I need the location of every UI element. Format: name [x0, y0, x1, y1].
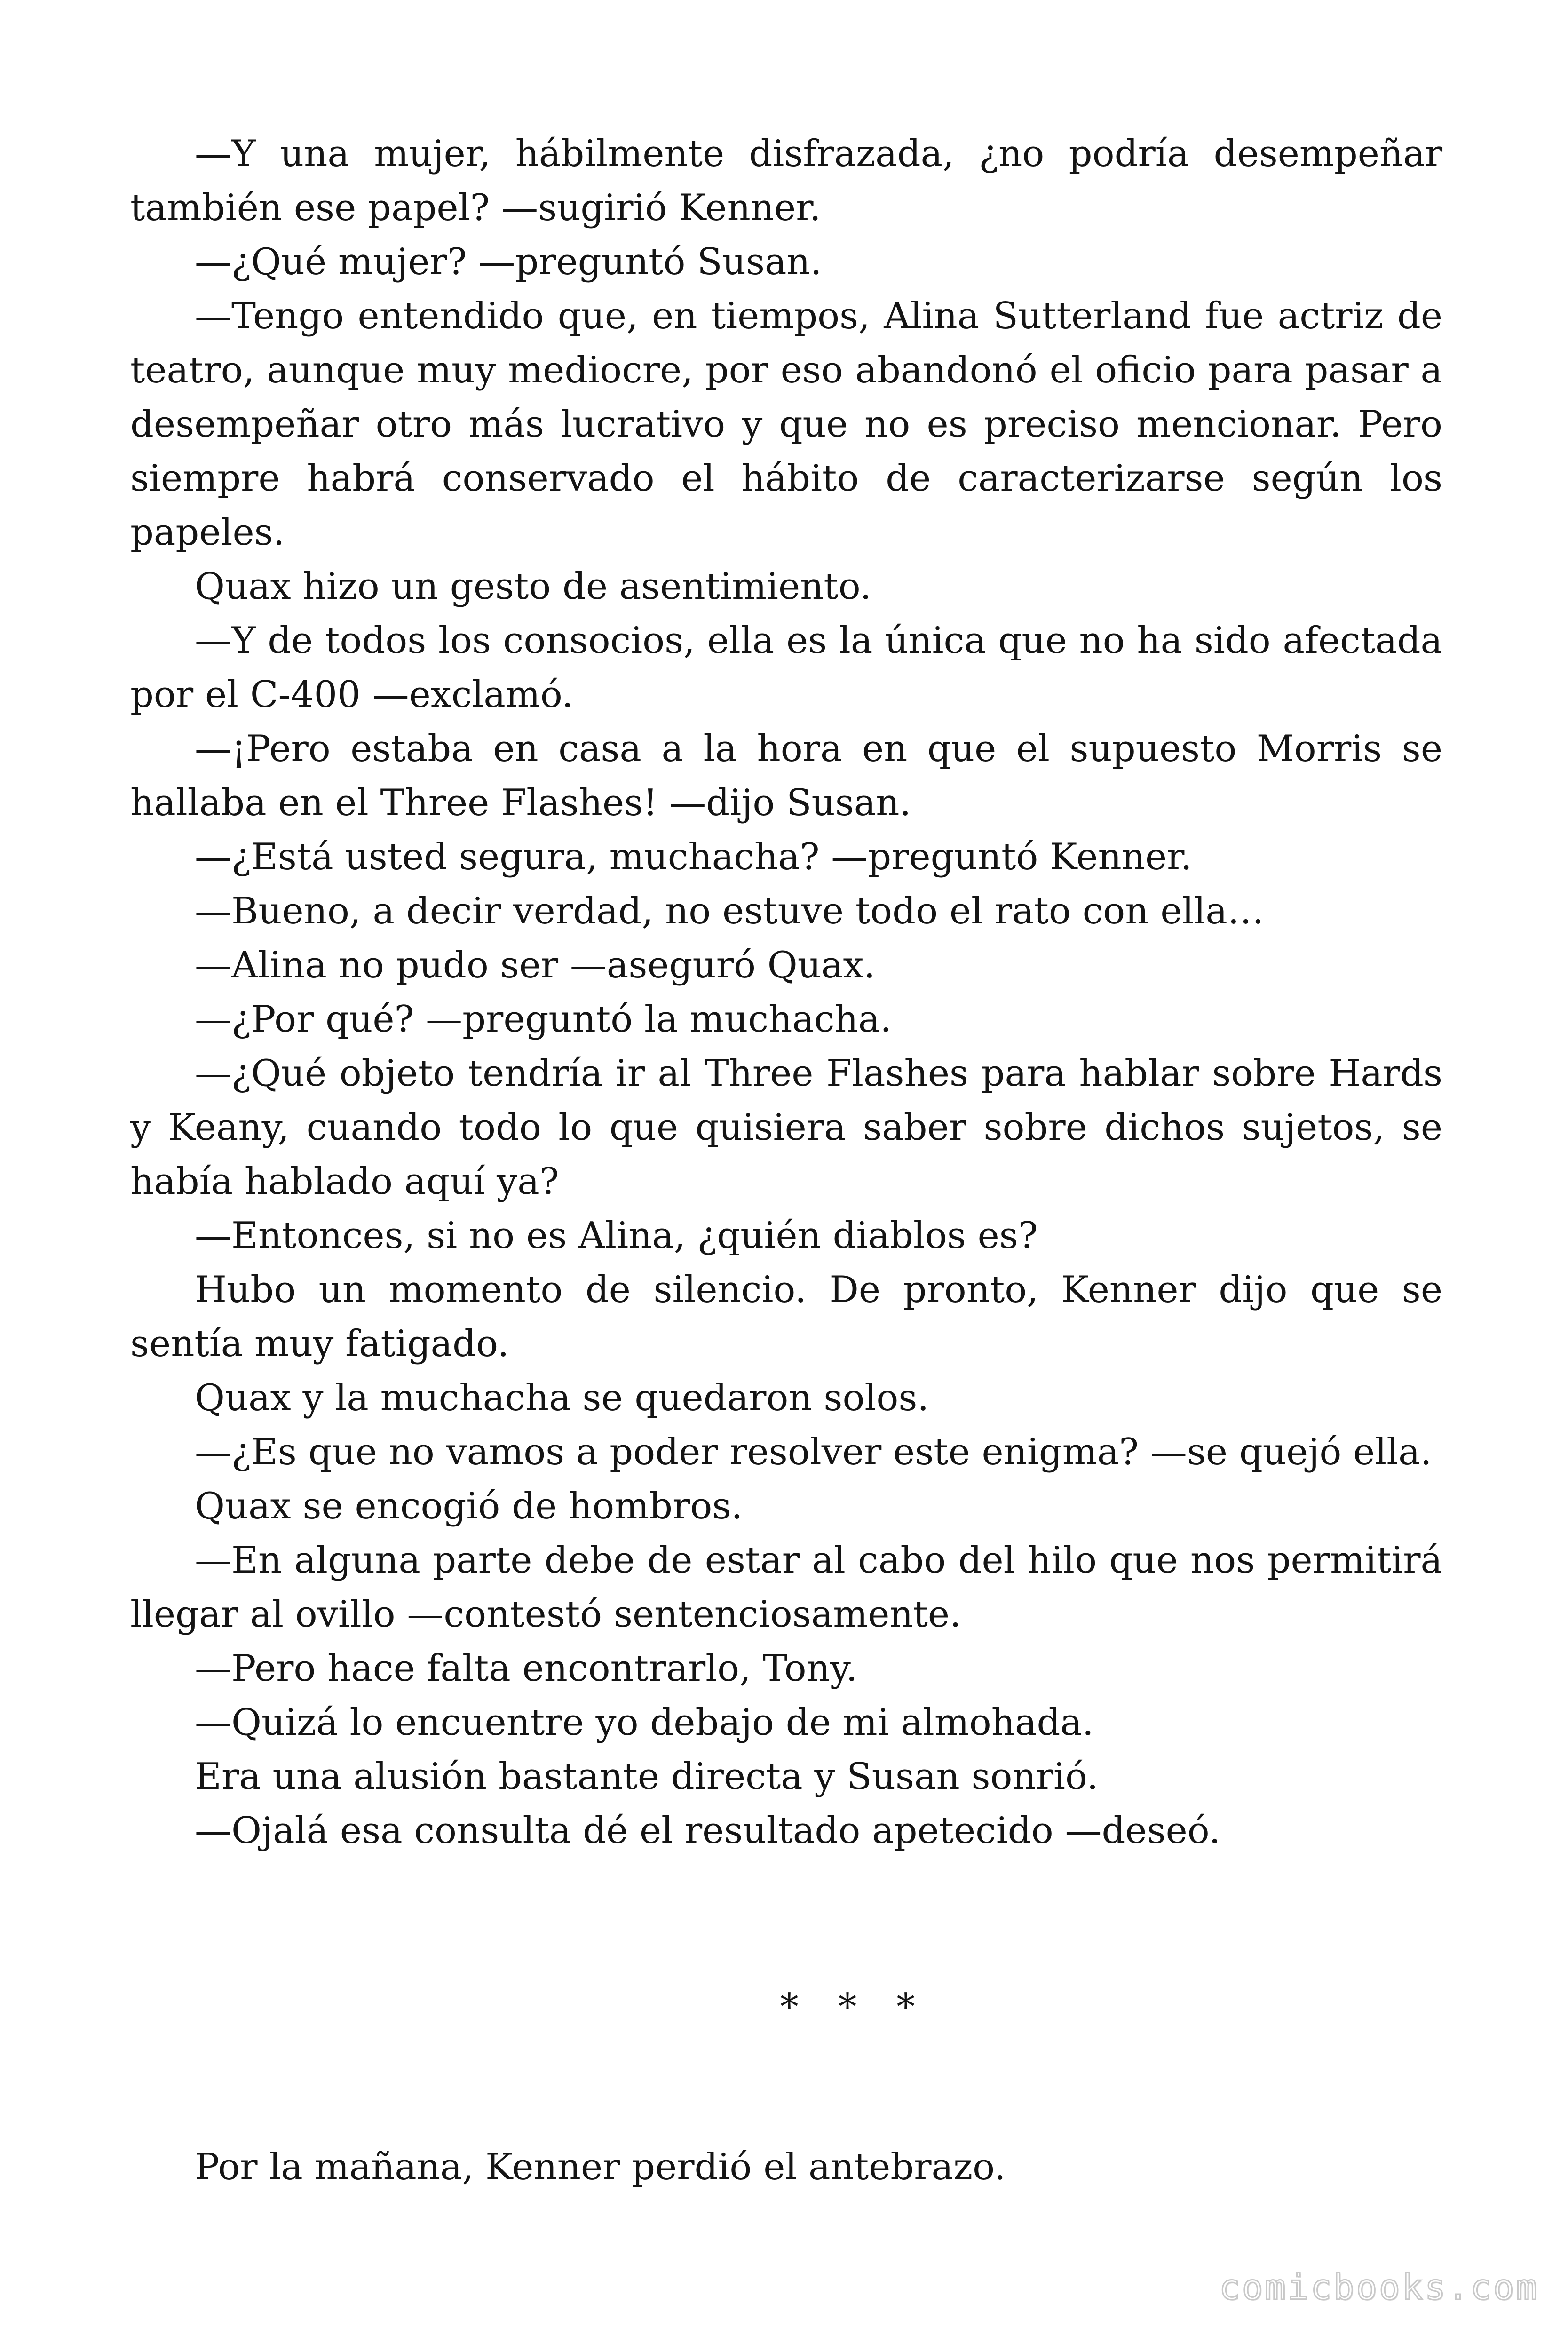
body-text: [130, 127, 1442, 1858]
paragraph: —Alina no pudo ser —aseguró Quax.: [195, 944, 876, 986]
closing-paragraph: Por la mañana, Kenner perdió el antebrazo.: [195, 2146, 1006, 2188]
paragraph: Quax hizo un gesto de asentimiento.: [195, 565, 872, 608]
paragraph: —Tengo entendido que, en tiempos, Alina Sutterland fue actriz de teatro, aunque muy mediocre, por eso abandonó el oficio para pasar a desempeñar otro más lucrativo y que no es preciso mencionar. Pero siempre habrá conservado el hábito de caracterizarse según los papeles.: [130, 295, 1442, 554]
paragraph: —¿Por qué? —preguntó la muchacha.: [195, 998, 892, 1041]
paragraph: —Y una mujer, hábilmente disfrazada, ¿no podría desempeñar también ese papel? —sugirió Kenner.: [130, 133, 1442, 229]
paragraph: —Quizá lo encuentre yo debajo de mi almohada.: [195, 1701, 1094, 1744]
paragraph: —Bueno, a decir verdad, no estuve todo el rato con ella…: [195, 890, 1264, 932]
paragraph: —¿Qué objeto tendría ir al Three Flashes para hablar sobre Hards y Keany, cuando todo lo que quisiera saber sobre dichos sujetos, se había hablado aquí ya?: [130, 1052, 1442, 1203]
paragraph: —Ojalá esa consulta dé el resultado apetecido —deseó.: [195, 1810, 1221, 1852]
paragraph: Era una alusión bastante directa y Susan sonrió.: [195, 1756, 1099, 1798]
watermark: comicbooks.com: [1219, 2267, 1539, 2308]
paragraph: —Pero hace falta encontrarlo, Tony.: [195, 1647, 858, 1690]
paragraph: —Y de todos los consocios, ella es la única que no ha sido afectada por el C-400 —exclamó.: [130, 620, 1442, 716]
paragraph: —¡Pero estaba en casa a la hora en que el supuesto Morris se hallaba en el Three Flashes! —dijo Susan.: [130, 728, 1442, 824]
paragraph: —¿Está usted segura, muchacha? —preguntó Kenner.: [195, 836, 1192, 878]
paragraph: Quax se encogió de hombros.: [195, 1485, 743, 1527]
paragraph: Hubo un momento de silencio. De pronto, Kenner dijo que se sentía muy fatigado.: [130, 1269, 1442, 1365]
paragraph: —Entonces, si no es Alina, ¿quién diablos es?: [195, 1215, 1038, 1257]
paragraph: —¿Es que no vamos a poder resolver este enigma? —se quejó ella.: [195, 1431, 1432, 1473]
section-separator: * * *: [780, 1986, 929, 2028]
paragraph: Quax y la muchacha se quedaron solos.: [195, 1377, 929, 1419]
paragraph: —En alguna parte debe de estar al cabo del hilo que nos permitirá llegar al ovillo —contestó sentenciosamente.: [130, 1539, 1442, 1636]
paragraph: —¿Qué mujer? —preguntó Susan.: [195, 241, 822, 283]
